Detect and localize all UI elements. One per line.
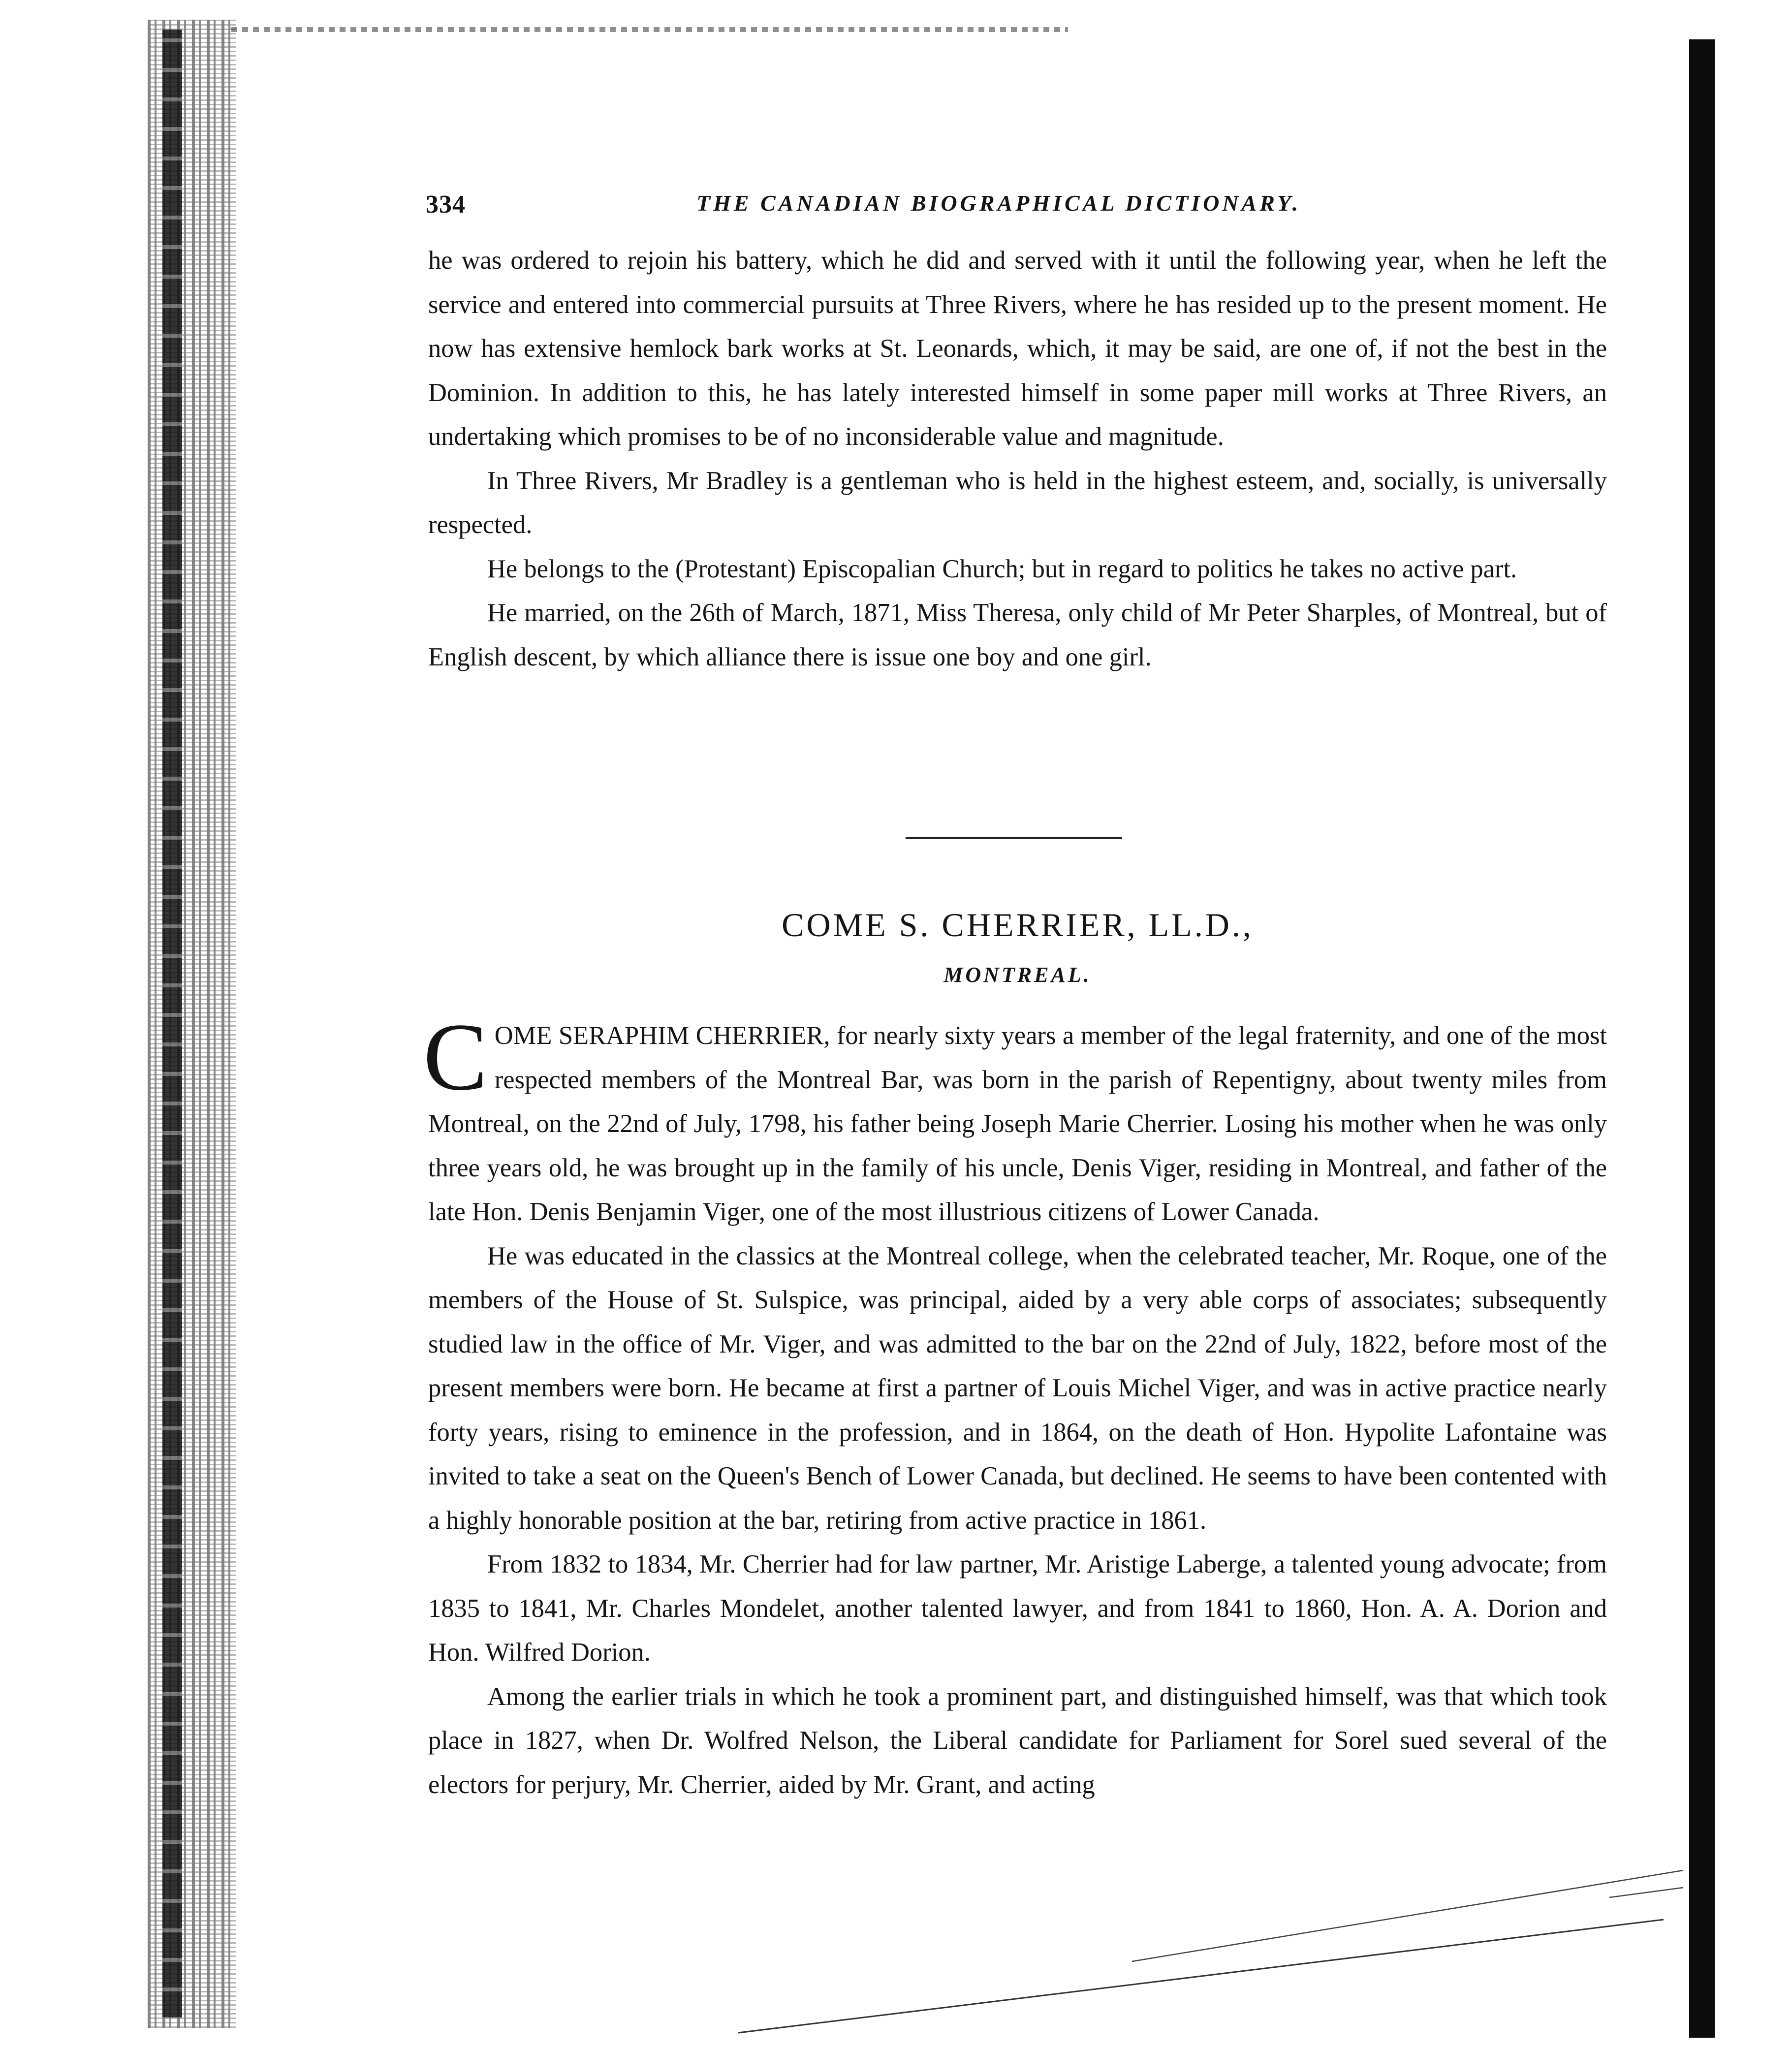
- drop-cap: C: [423, 1004, 488, 1110]
- section-divider: [906, 837, 1122, 839]
- paragraph: He was educated in the classics at the Montreal college, when the celebrated teacher, Mr. Roque, one of the members of the House of St. Sulspice, was principal, aided by a very able corps of associates; subsequently studied law in the office of Mr. Viger, and was admitted to the bar on the 22nd of July, 1822, before most of the present members were born. He became at first a partner of Louis Michel Viger, and was in active practice nearly forty years, rising to eminence in the profession, and in 1864, on the death of Hon. Hypolite Lafontaine was invited to take a seat on the Queen's Bench of Lower Canada, but declined. He seems to have been contented with a highly honorable position at the bar, retiring from active practice in 1861.: [428, 1241, 1607, 1535]
- paragraph: He belongs to the (Protestant) Episcopalian Church; but in regard to politics he takes no active part.: [487, 554, 1517, 583]
- paragraph: From 1832 to 1834, Mr. Cherrier had for law partner, Mr. Aristige Laberge, a talented young advocate; from 1835 to 1841, Mr. Charles Mondelet, another talented lawyer, and from 1841 to 1860, Hon. A. A. Dorion and Hon. Wilfred Dorion.: [428, 1550, 1607, 1667]
- scan-edge-noise-left: [148, 20, 236, 2028]
- first-paragraph: [423, 1004, 1607, 1234]
- stray-line: [1609, 1888, 1683, 1897]
- running-title: THE CANADIAN BIOGRAPHICAL DICTIONARY.: [696, 190, 1301, 216]
- entry-text: [423, 1004, 1607, 1807]
- lead-in: OME SERAPHIM CHERRIER,: [494, 1021, 830, 1050]
- ink-mark: [1639, 1260, 1668, 1275]
- scan-edge-noise-top: [231, 27, 1068, 32]
- paragraph: In Three Rivers, Mr Bradley is a gentleman who is held in the highest esteem, and, socially, is universally respected.: [428, 466, 1607, 539]
- stray-line: [738, 1920, 1664, 2033]
- running-head: [426, 190, 1609, 220]
- entry-location: MONTREAL.: [943, 963, 1092, 987]
- entry-title: COME S. CHERRIER, LL.D.,: [782, 906, 1254, 944]
- paragraph-text: for nearly sixty years a member of the legal fraternity, and one of the most respected members of the Montreal Bar, was born in the parish of Repentigny, about twenty miles from Montreal, on the 22nd of July, 1798, his father being Joseph Marie Cherrier. Losing his mother when he was only three years old, he was brought up in the family of his uncle, Denis Viger, residing in Montreal, and father of the late Hon. Denis Benjamin Viger, one of the most illustrious citizens of Lower Canada.: [428, 1021, 1607, 1226]
- scan-binding-shadow: [162, 30, 182, 2018]
- paragraph: he was ordered to rejoin his battery, which he did and served with it until the following year, when he left the service and entered into commercial pursuits at Three Rivers, where he has resided up to the present moment. He now has extensive hemlock bark works at St. Leonards, which, it may be said, are one of, if not the best in the Dominion. In addition to this, he has lately interested himself in some paper mill works at Three Rivers, an undertaking which promises to be of no inconsiderable value and magnitude.: [428, 246, 1607, 451]
- stray-line: [1132, 1870, 1683, 1961]
- paragraph: Among the earlier trials in which he took a prominent part, and distinguished himself, was that which took place in 1827, when Dr. Wolfred Nelson, the Liberal candidate for Parliament for Sorel sued several of the electors for perjury, Mr. Cherrier, aided by Mr. Grant, and acting: [428, 1682, 1607, 1799]
- page-number: 334: [426, 190, 466, 219]
- scan-edge-bar-right: [1689, 39, 1715, 2038]
- paragraph: He married, on the 26th of March, 1871, Miss Theresa, only child of Mr Peter Sharples, of Montreal, but of English descent, by which alliance there is issue one boy and one girl.: [428, 599, 1607, 671]
- previous-entry-text: [428, 239, 1607, 679]
